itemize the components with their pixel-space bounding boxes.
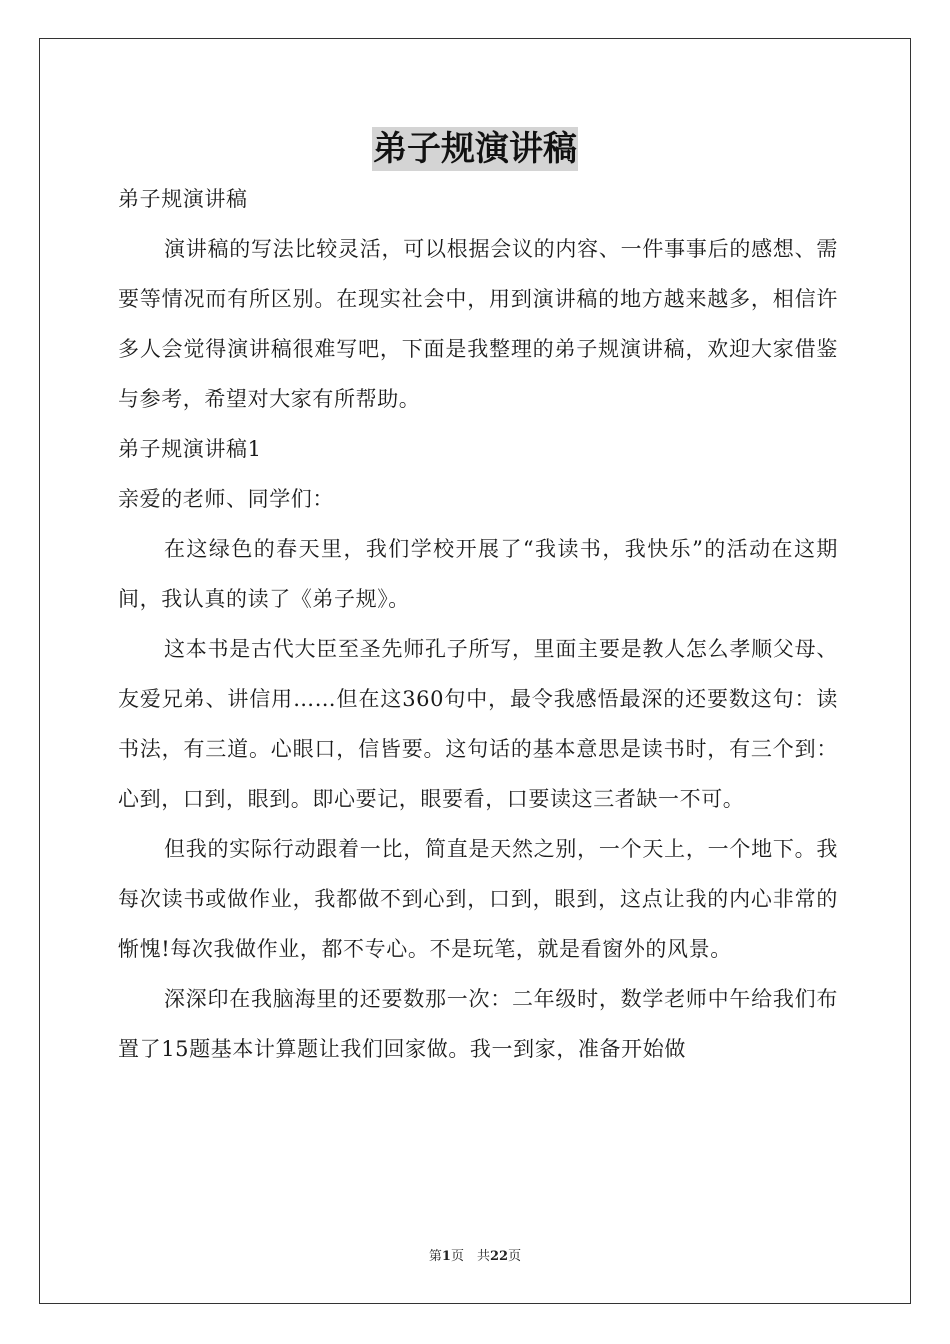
paragraph: 深深印在我脑海里的还要数那一次：二年级时，数学老师中午给我们布置了15题基本计算题让我们回家做。我一到家，准备开始做 [118, 987, 838, 1061]
footer-total-pages: 22 [489, 1249, 509, 1264]
title-container [0, 127, 950, 171]
paragraph: 弟子规演讲稿1 [118, 437, 262, 461]
paragraph: 在这绿色的春天里，我们学校开展了“我读书，我快乐”的活动在这期间，我认真的读了《弟子规》。 [118, 537, 838, 611]
footer-middle: 页 共 [450, 1249, 490, 1264]
paragraph: 弟子规演讲稿 [118, 187, 248, 211]
footer-current-page: 1 [441, 1249, 451, 1264]
document-body [118, 174, 838, 1074]
footer-suffix: 页 [508, 1249, 522, 1264]
paragraph: 演讲稿的写法比较灵活，可以根据会议的内容、一件事事后的感想、需要等情况而有所区别。在现实社会中，用到演讲稿的地方越来越多，相信许多人会觉得演讲稿很难写吧，下面是我整理的弟子规演讲稿，欢迎大家借鉴与参考，希望对大家有所帮助。 [118, 237, 838, 411]
footer-prefix: 第 [428, 1249, 442, 1264]
paragraph: 但我的实际行动跟着一比，简直是天然之别，一个天上，一个地下。我每次读书或做作业，我都做不到心到，口到，眼到，这点让我的内心非常的惭愧!每次我做作业，都不专心。不是玩笔，就是看窗外的风景。 [118, 837, 838, 961]
page-footer [0, 1245, 950, 1264]
paragraph: 这本书是古代大臣至圣先师孔子所写，里面主要是教人怎么孝顺父母、友爱兄弟、讲信用……但在这360句中，最令我感悟最深的还要数这句：读书法，有三道。心眼口，信皆要。这句话的基本意思是读书时，有三个到：心到，口到，眼到。即心要记，眼要看，口要读这三者缺一不可。 [118, 637, 838, 811]
paragraph: 亲爱的老师、同学们： [118, 487, 334, 511]
document-title: 弟子规演讲稿 [373, 129, 577, 169]
